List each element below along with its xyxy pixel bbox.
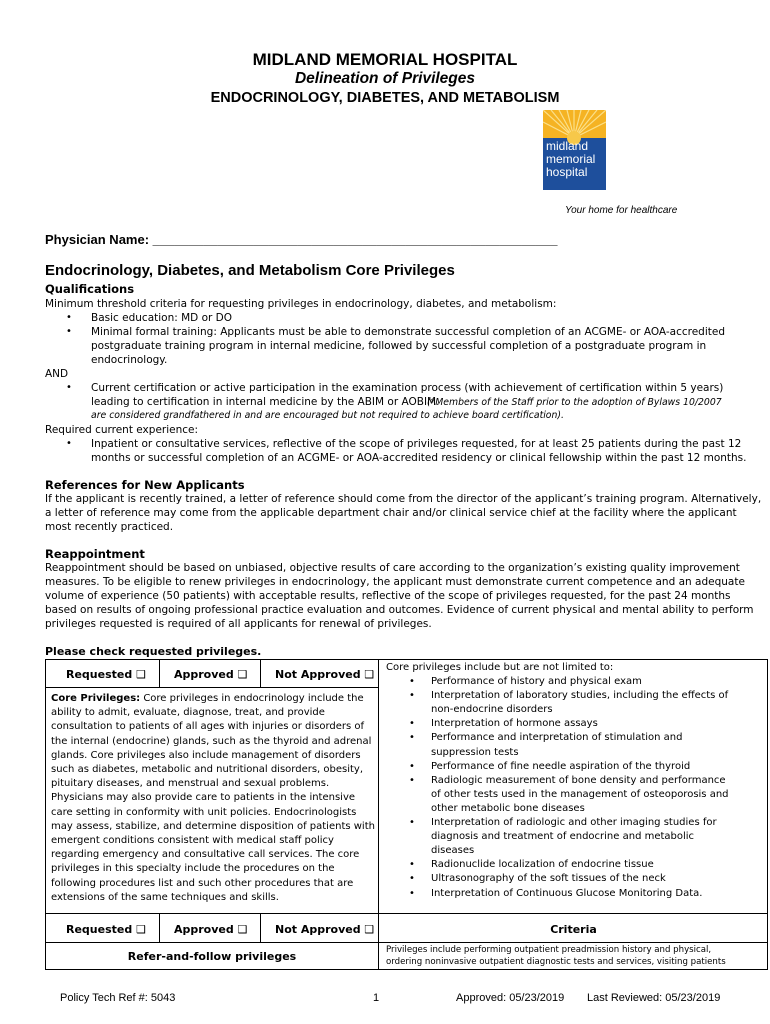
procedure-line: Interpretation of Continuous Glucose Monitoring Data. bbox=[431, 887, 703, 899]
column-divider bbox=[159, 659, 160, 688]
procedure-item bbox=[386, 760, 766, 774]
bullet-icon: • bbox=[66, 326, 72, 337]
core-desc-line: pituitary diseases, and menstrual and sexual problems. bbox=[51, 778, 330, 790]
references-heading: References for New Applicants bbox=[45, 478, 245, 492]
core-desc-line: the internal (endocrine) glands, such as the thyroid and adrenal bbox=[51, 735, 372, 747]
references-text: most recently practiced. bbox=[45, 521, 174, 533]
procedure-line: diseases bbox=[431, 845, 475, 857]
procedure-item bbox=[386, 774, 766, 816]
hospital-title: MIDLAND MEMORIAL HOSPITAL bbox=[252, 50, 518, 69]
core-desc-line: glands. Core privileges also include management of disorders bbox=[51, 749, 361, 761]
qualifications-heading: Qualifications bbox=[45, 282, 135, 296]
procedure-line: Interpretation of laboratory studies, including the effects of bbox=[431, 690, 729, 702]
core-desc-line: Core privileges in endocrinology include the bbox=[140, 693, 364, 704]
bullet-icon: • bbox=[409, 732, 415, 744]
certification-note: (*Members of the Staff prior to the adoption of Bylaws 10/2007 bbox=[427, 397, 722, 408]
row-divider bbox=[45, 942, 768, 943]
core-desc-line: such as diabetes, metabolic and nutritional disorders, obesity, bbox=[51, 764, 364, 776]
experience-text: Inpatient or consultative services, reflective of the scope of privileges requested, for at least 25 patients during the past 12 bbox=[91, 438, 742, 450]
logo-text-line: memorial bbox=[546, 152, 596, 166]
core-desc-line: following procedures list and such other procedures that are bbox=[51, 877, 354, 889]
certification-text: leading to certification in internal medicine by the ABIM or AOBIM. bbox=[91, 396, 440, 408]
requested-checkbox[interactable]: Requested ❑ bbox=[66, 668, 146, 681]
criteria-header: Criteria bbox=[550, 923, 597, 936]
training-text: postgraduate training program in internal medicine, followed by successful completion of a postgraduate program in bbox=[91, 340, 707, 352]
procedure-line: of other tests used in the management of osteoporosis and bbox=[431, 788, 729, 800]
document-subtitle: Delineation of Privileges bbox=[294, 70, 476, 87]
core-desc-line: care setting in conformity with unit policies. Endocrinologists bbox=[51, 806, 357, 818]
procedure-line: suppression tests bbox=[431, 746, 519, 758]
procedure-item bbox=[386, 872, 766, 886]
procedure-line: Ultrasonography of the soft tissues of the neck bbox=[431, 873, 666, 885]
specialty-title: ENDOCRINOLOGY, DIABETES, AND METABOLISM bbox=[210, 90, 560, 106]
bullet-icon: • bbox=[66, 312, 72, 323]
procedure-line: Radiologic measurement of bone density and performance bbox=[431, 774, 726, 786]
reappointment-heading: Reappointment bbox=[45, 547, 145, 561]
core-privileges-description bbox=[51, 692, 376, 905]
requested-checkbox[interactable]: Requested ❑ bbox=[66, 923, 146, 936]
bullet-icon: • bbox=[409, 676, 415, 688]
bullet-icon: • bbox=[409, 873, 415, 885]
procedure-item bbox=[386, 816, 766, 858]
core-desc-line: consultation to patients of all ages with injuries or disorders of bbox=[51, 721, 365, 733]
procedure-line: non-endocrine disorders bbox=[431, 704, 553, 716]
procedure-line: Performance of history and physical exam bbox=[431, 676, 642, 688]
reappointment-text: privileges requested is required of all applicants for renewal of privileges. bbox=[45, 618, 432, 630]
procedure-item bbox=[386, 887, 766, 901]
refer-desc-line: Privileges include performing outpatient preadmission history and physical, bbox=[386, 945, 712, 955]
page-number: 1 bbox=[373, 992, 380, 1004]
training-text: Minimal formal training: Applicants must be able to demonstrate successful completion of an ACGME- or AOA-accredited bbox=[91, 326, 725, 338]
reappointment-text: based on results of ongoing professional practice evaluation and outcomes. Evidence of current physical and mental ability to perform bbox=[45, 604, 754, 616]
procedure-line: Interpretation of radiologic and other imaging studies for bbox=[431, 817, 717, 829]
bullet-icon: • bbox=[409, 760, 415, 772]
column-divider bbox=[260, 659, 261, 688]
reappointment-text: measures. To be eligible to renew privileges in endocrinology, the applicant must demonstrate current competence and an adequate bbox=[45, 576, 745, 588]
approved-date: Approved: 05/23/2019 bbox=[456, 992, 565, 1004]
bullet-icon: • bbox=[409, 690, 415, 702]
training-text: endocrinology. bbox=[91, 354, 168, 366]
core-desc-line: Physicians may also provide care to patients in the intensive bbox=[51, 792, 356, 804]
physician-name-field[interactable]: Physician Name: ________________________________________________________ bbox=[45, 232, 558, 247]
procedure-line: Radionuclide localization of endocrine tissue bbox=[431, 859, 654, 871]
procedure-line: Performance of fine needle aspiration of the thyroid bbox=[431, 760, 691, 772]
reappointment-text: Reappointment should be based on unbiased, objective results of care according to the organization’s existing quality improvement bbox=[45, 562, 740, 574]
procedure-item bbox=[386, 858, 766, 872]
bullet-icon: • bbox=[409, 817, 415, 829]
procedures-intro: Core privileges include but are not limited to: bbox=[386, 662, 614, 673]
bullet-icon: • bbox=[66, 382, 72, 393]
and-text: AND bbox=[45, 368, 69, 380]
bullet-icon: • bbox=[66, 438, 72, 449]
refer-follow-label: Refer-and-follow privileges bbox=[127, 950, 297, 963]
certification-note: are considered grandfathered in and are encouraged but not required to achieve board certification). bbox=[91, 410, 564, 421]
refer-desc-line: ordering noninvasive outpatient diagnostic tests and services, visiting patients bbox=[386, 957, 726, 967]
core-desc-line: privileges in this specialty include the procedures on the bbox=[51, 863, 335, 875]
core-desc-line: may assess, stabilize, and determine disposition of patients with bbox=[51, 820, 375, 832]
logo-text-line: midland bbox=[546, 139, 589, 153]
column-divider bbox=[260, 914, 261, 943]
certification-text: Current certification or active participation in the examination process (with achievement of certification within 5 years) bbox=[91, 382, 724, 394]
experience-heading: Required current experience: bbox=[45, 424, 199, 436]
procedure-item bbox=[386, 675, 766, 689]
column-divider bbox=[159, 914, 160, 943]
bullet-icon: • bbox=[409, 718, 415, 730]
procedure-line: Performance and interpretation of stimulation and bbox=[431, 732, 683, 744]
refer-follow-description bbox=[386, 944, 726, 968]
reappointment-text: volume of experience (50 patients) with acceptable results, reflective of the scope of privileges requested, for the past 24 months bbox=[45, 590, 731, 602]
procedures-list bbox=[386, 661, 766, 901]
references-text: If the applicant is recently trained, a letter of reference should come from the director of the applicant’s training program. Alternatively, bbox=[45, 493, 762, 505]
not-approved-checkbox[interactable]: Not Approved ❑ bbox=[275, 923, 375, 936]
logo-text-line: hospital bbox=[546, 165, 588, 179]
procedure-line: diagnosis and treatment of endocrine and metabolic bbox=[431, 831, 695, 843]
procedure-item bbox=[386, 731, 766, 759]
procedure-line: other metabolic bone diseases bbox=[431, 802, 585, 814]
experience-text: months or successful completion of an ACGME- or AOA-accredited residency or clinical fellowship within the past 12 months. bbox=[91, 452, 747, 464]
procedure-item bbox=[386, 689, 766, 717]
policy-ref: Policy Tech Ref #: 5043 bbox=[60, 992, 176, 1004]
column-divider bbox=[378, 659, 379, 914]
core-desc-line: emergent conditions consistent with medical staff policy bbox=[51, 835, 334, 847]
bullet-icon: • bbox=[409, 887, 415, 899]
approved-checkbox[interactable]: Approved ❑ bbox=[174, 668, 248, 681]
education-text: Basic education: MD or DO bbox=[91, 312, 233, 324]
core-privileges-label: Core Privileges: bbox=[51, 693, 141, 704]
row-divider bbox=[45, 687, 379, 688]
approved-checkbox[interactable]: Approved ❑ bbox=[174, 923, 248, 936]
last-reviewed-date: Last Reviewed: 05/23/2019 bbox=[587, 992, 721, 1004]
procedure-line: Interpretation of hormone assays bbox=[431, 718, 598, 730]
hospital-logo bbox=[543, 110, 606, 190]
threshold-text: Minimum threshold criteria for requesting privileges in endocrinology, diabetes, and metabolism: bbox=[45, 298, 557, 310]
references-text: a letter of reference may come from the applicable department chair and/or clinical service chief at the facility where the applicant bbox=[45, 507, 737, 519]
tagline: Your home for healthcare bbox=[565, 205, 678, 216]
bullet-icon: • bbox=[409, 774, 415, 786]
not-approved-checkbox[interactable]: Not Approved ❑ bbox=[275, 668, 375, 681]
core-desc-line: ability to admit, evaluate, diagnose, treat, and provide bbox=[51, 707, 325, 719]
core-desc-line: extensions of the same techniques and skills. bbox=[51, 891, 279, 903]
procedure-item bbox=[386, 717, 766, 731]
bullet-icon: • bbox=[409, 859, 415, 871]
check-instruction: Please check requested privileges. bbox=[45, 645, 262, 658]
core-privileges-title: Endocrinology, Diabetes, and Metabolism Core Privileges bbox=[45, 262, 455, 279]
core-desc-line: regarding emergency and consultative call services. The core bbox=[51, 849, 360, 861]
